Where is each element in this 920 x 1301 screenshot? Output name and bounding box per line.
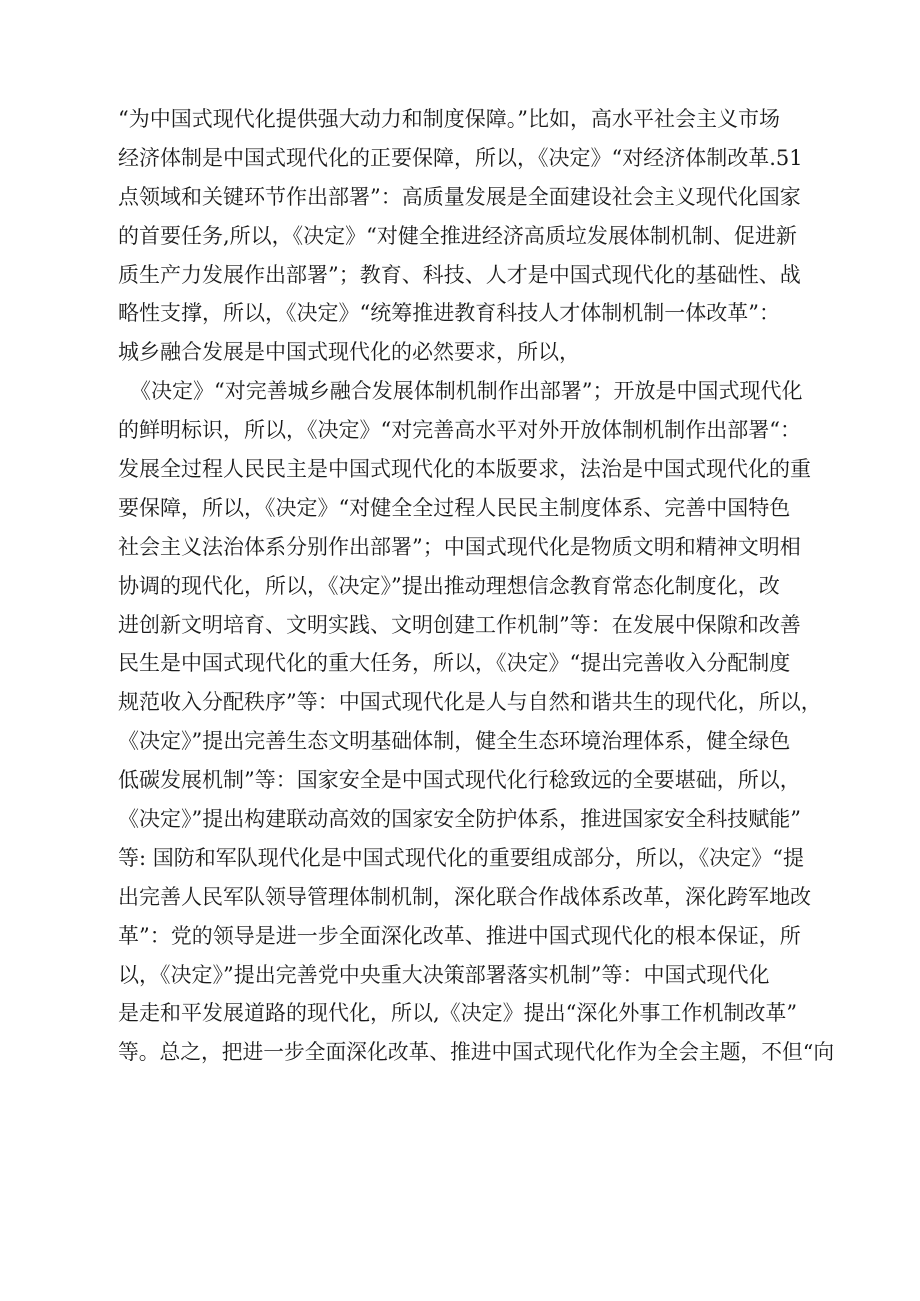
text-line-14: 进创新文明培育、文明实践、文明创建工作机制”等：在发展中保隙和改善	[118, 612, 801, 637]
text-line-19: 《决定》”提出构建联动高效的国家安全防护体系，推进国家安全科技赋能”	[118, 807, 801, 832]
text-line-6: 略性支撑，所以，《决定》“统筹推进教育科技人才体制机制一体改革”：	[118, 301, 780, 326]
text-line-8: 《决定》“对完善城乡融合发展体制机制作出部署”；开放是中国式现代化	[130, 379, 803, 404]
text-line-21: 出完善人民军队领导管理体制机制，深化联合作战体系改革，深化跨军地改	[118, 884, 811, 909]
text-line-9: 的鲜明标识，所以，《决定》“对完善高水平对外开放体制机制作出部署“：	[118, 418, 801, 443]
text-line-2: 经济体制是中国式现代化的正要保障，所以，《决定》“对经济体制改革.51	[118, 145, 803, 170]
text-line-4: 的首要任务,所以，《决定》“对健全推进经济高质垃发展体制机制、促进新	[118, 223, 797, 248]
text-line-15: 民生是中国式现代化的重大任务，所以，《决定》“提出完善收入分配制度	[118, 651, 791, 676]
text-line-5: 质生产力发展作出部署”；教育、科技、人才是中国式现代化的基础性、战	[118, 262, 801, 287]
text-line-24: 是走和平发展道路的现代化，所以,《决定》提出“深化外事工作机制改革”	[118, 1001, 798, 1026]
text-line-10: 发展全过程人民民主是中国式现代化的本版要求，法治是中国式现代化的重	[118, 457, 811, 482]
body-text	[118, 100, 838, 1072]
text-line-25: 等。总之，把进一步全面深化改革、推进中国式现代化作为全会主题，不但“向	[118, 1040, 835, 1065]
text-line-22: 革”：党的领导是进一步全面深化改革、推进中国式现代化的根本保证，所	[118, 923, 801, 948]
text-line-7: 城乡融合发展是中国式现代化的必然要求，所以，	[118, 340, 580, 365]
text-line-3: 点领域和关键环节作出部署”：高质量发展是全面建设社会主义现代化国家	[118, 184, 801, 209]
text-line-11: 要保障，所以，《决定》“对健全全过程人民民主制度体系、完善中国特色	[118, 495, 791, 520]
text-line-23: 以，《决定》”提出完善党中央重大决策部署落实机制”等：中国式现代化	[118, 962, 770, 987]
text-line-13: 协调的现代化，所以，《决定》”提出推动理想信念教育常态化制度化，改	[118, 573, 780, 598]
text-line-20: 等: 国防和军队现代化是中国式现代化的重要组成部分，所以，《决定》“提	[118, 845, 804, 870]
text-line-16: 规范收入分配秩序”等：中国式现代化是人与自然和谐共生的现代化，所以，	[118, 690, 822, 715]
text-line-12: 社会主义法治体系分别作出部署”；中国式现代化是物质文明和精神文明相	[118, 534, 801, 559]
text-line-1: “为中国式现代化提供强大动力和制度保障。”比如，高水平社会主义市场	[118, 107, 780, 131]
text-line-18: 低碳发展机制”等：国家安全是中国式现代化行稔致远的全要堪础，所以，	[118, 768, 801, 793]
text-line-17: 《决定》”提出完善生态文明基础体制，健全生态环境治理体系，健全绿色	[118, 729, 791, 754]
